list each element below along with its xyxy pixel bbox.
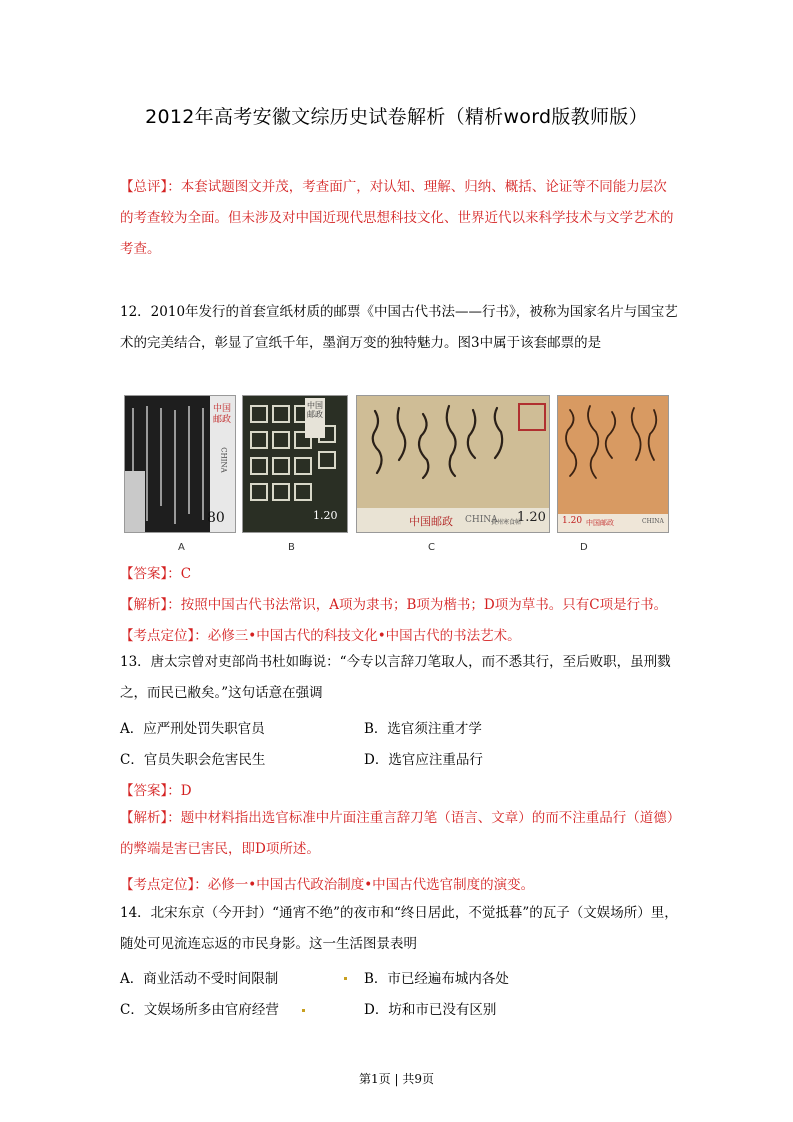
stamp-image-d <box>557 395 669 533</box>
stamp-a-en: CHINA <box>219 447 228 473</box>
stamp-label-a: A <box>178 542 185 553</box>
stamp-image-c <box>356 395 550 533</box>
q13-answer: 【答案】：D <box>120 783 192 799</box>
stamp-a-value: 80 <box>207 510 225 526</box>
stamp-d-value: 1.20 <box>562 516 583 526</box>
stamp-c-en: CHINA <box>465 515 498 525</box>
summary-paragraph <box>120 172 680 265</box>
stamp-image-b <box>242 395 348 533</box>
stamp-label-d: D <box>580 542 588 553</box>
page-footer: 第1页 | 共9页 <box>359 1072 434 1086</box>
stamp-image-a <box>124 395 236 533</box>
stamp-a-country: 中国邮政 <box>213 404 232 425</box>
q13-option-b: B．选官须注重才学 <box>364 721 482 737</box>
q13-point: 【考点定位】：必修一•中国古代政治制度•中国古代选官制度的演变。 <box>120 877 535 893</box>
q14-stem: 14．北宋东京（今开封）“通宵不绝”的夜市和“终日居此，不觉抵暮”的瓦子（文娱场所）里，随处可见流连忘返的市民身影。这一生活图景表明 <box>120 905 678 952</box>
q14-option-c: C．文娱场所多由官府经营 <box>120 1002 279 1018</box>
stamp-c-country: 中国邮政 <box>409 515 453 528</box>
stamp-label-b: B <box>288 542 295 553</box>
stamp-d-en: CHINA <box>642 518 664 525</box>
q14-option-b: B．市已经遍布城内各处 <box>364 971 509 987</box>
decorative-dot <box>344 977 347 980</box>
q12-point: 【考点定位】：必修三•中国古代的科技文化•中国古代的书法艺术。 <box>120 628 521 644</box>
stamp-d-art <box>558 396 669 533</box>
q13-option-c: C．官员失职会危害民生 <box>120 752 266 768</box>
q14-option-a: A．商业活动不受时间限制 <box>120 971 279 987</box>
q12-answer: 【答案】：C <box>120 566 192 582</box>
stamp-c-subtitle: 黄州寒食帖 <box>491 519 522 526</box>
q13-option-d: D．选官应注重品行 <box>364 752 483 768</box>
summary-text: ：本套试题图文并茂，考查面广，对认知、理解、归纳、概括、论证等不同能力层次的考查较为全面。但未涉及对中国近现代思想科技文化、世界近代以来科学技术与文学艺术的考查。 <box>120 179 674 257</box>
summary-label: 【总评】 <box>120 179 168 195</box>
stamp-b-country: 中国邮政 <box>307 401 323 419</box>
q13-stem: 13．唐太宗曾对吏部尚书杜如晦说：“今专以言辞刀笔取人，而不悉其行，至后败职，虽刑戮之，而民已敝矣。”这句话意在强调 <box>120 654 671 701</box>
stamp-c-value: 1.20 <box>517 510 546 525</box>
q14-option-d: D．坊和市已没有区别 <box>364 1002 497 1018</box>
q13-option-a: A．应严刑处罚失职官员 <box>120 721 265 737</box>
decorative-dot <box>302 1009 305 1012</box>
q13-analysis: 【解析】：题中材料指出选官标准中片面注重言辞刀笔（语言、文章）的而不注重品行（道德）的弊端是害已害民，即D项所述。 <box>120 810 674 857</box>
q12-stem: 12．2010年发行的首套宣纸材质的邮票《中国古代书法——行书》，被称为国家名片与国宝艺术的完美结合，彰显了宣纸千年，墨润万变的独特魅力。图3中属于该套邮票的是 <box>120 304 678 351</box>
page-title: 2012年高考安徽文综历史试卷解析（精析word版教师版） <box>145 106 648 128</box>
stamp-b-value: 1.20 <box>313 509 338 522</box>
q12-analysis: 【解析】：按照中国古代书法常识，A项为隶书；B项为楷书；D项为草书。只有C项是行书。 <box>120 597 668 613</box>
stamp-label-c: C <box>428 542 435 553</box>
stamp-d-country: 中国邮政 <box>586 519 614 527</box>
